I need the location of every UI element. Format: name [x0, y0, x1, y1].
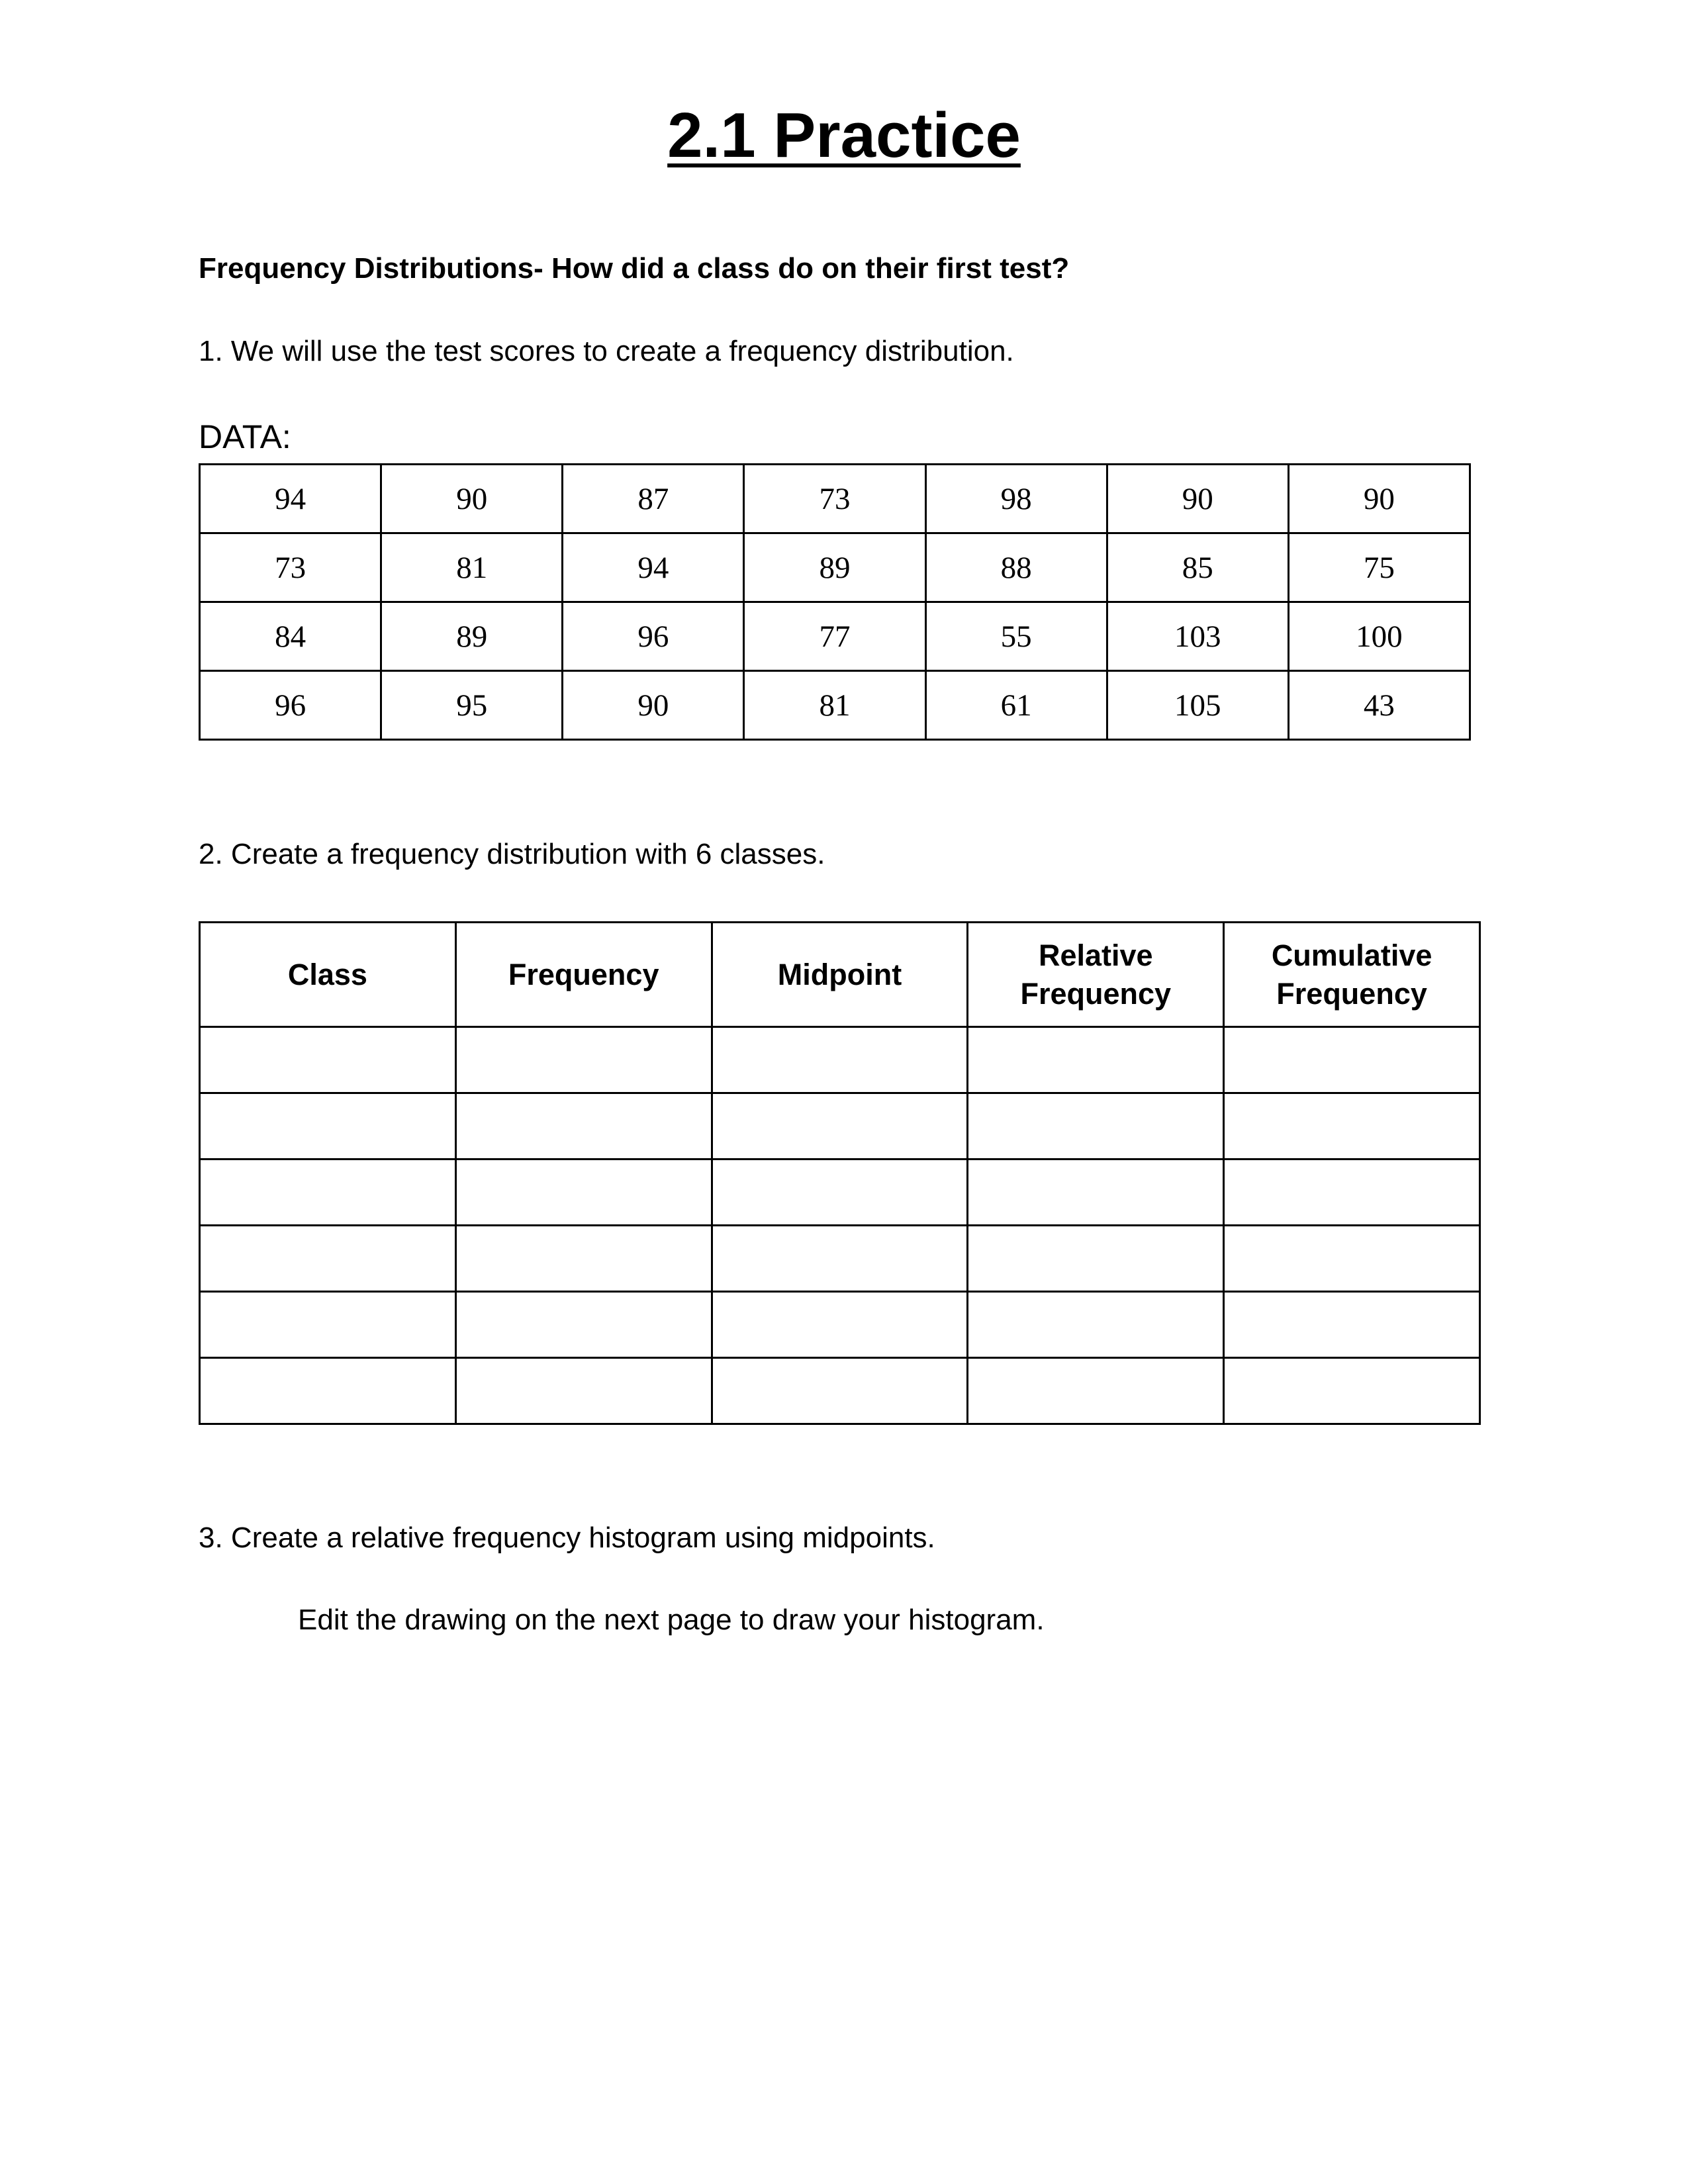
- relative-frequency-cell[interactable]: [968, 1292, 1224, 1358]
- frequency-cell[interactable]: [455, 1160, 712, 1226]
- cumulative-frequency-cell[interactable]: [1224, 1027, 1480, 1093]
- data-cell: 98: [925, 465, 1107, 533]
- data-cell: 77: [744, 602, 925, 671]
- cumulative-frequency-cell[interactable]: [1224, 1093, 1480, 1160]
- frequency-cell[interactable]: [455, 1292, 712, 1358]
- data-table: [199, 463, 1471, 741]
- data-cell: 84: [200, 602, 381, 671]
- header-frequency: [455, 923, 712, 1027]
- frequency-cell[interactable]: [455, 1027, 712, 1093]
- frequency-cell[interactable]: [455, 1358, 712, 1424]
- data-cell: 55: [925, 602, 1107, 671]
- data-row: [200, 671, 1470, 740]
- class-cell[interactable]: [200, 1027, 456, 1093]
- data-cell: 96: [200, 671, 381, 740]
- table-row: [200, 1292, 1480, 1358]
- data-row: [200, 602, 1470, 671]
- data-cell: 81: [744, 671, 925, 740]
- header-label: Frequency: [1020, 976, 1172, 1011]
- question-1: 1. We will use the test scores to create a frequency distribution.: [199, 335, 1014, 367]
- relative-frequency-cell[interactable]: [968, 1226, 1224, 1292]
- histogram-instruction: Edit the drawing on the next page to draw your histogram.: [298, 1604, 1045, 1636]
- table-row: [200, 1093, 1480, 1160]
- section-subtitle: Frequency Distributions- How did a class do on their first test?: [199, 252, 1070, 285]
- class-cell[interactable]: [200, 1093, 456, 1160]
- question-2: 2. Create a frequency distribution with 6 classes.: [199, 838, 825, 870]
- table-row: [200, 1027, 1480, 1093]
- frequency-cell[interactable]: [455, 1093, 712, 1160]
- class-cell[interactable]: [200, 1292, 456, 1358]
- table-row: [200, 1160, 1480, 1226]
- midpoint-cell[interactable]: [712, 1226, 968, 1292]
- frequency-distribution-table: [199, 921, 1481, 1425]
- header-cumulative-frequency: [1224, 923, 1480, 1027]
- data-cell: 75: [1288, 533, 1470, 602]
- header-row: [200, 923, 1480, 1027]
- relative-frequency-cell[interactable]: [968, 1093, 1224, 1160]
- cumulative-frequency-cell[interactable]: [1224, 1160, 1480, 1226]
- midpoint-cell[interactable]: [712, 1027, 968, 1093]
- data-row: [200, 533, 1470, 602]
- data-cell: 90: [1288, 465, 1470, 533]
- data-cell: 87: [563, 465, 744, 533]
- header-label: Midpoint: [777, 957, 902, 991]
- data-cell: 95: [381, 671, 563, 740]
- midpoint-cell[interactable]: [712, 1160, 968, 1226]
- cumulative-frequency-cell[interactable]: [1224, 1226, 1480, 1292]
- data-cell: 96: [563, 602, 744, 671]
- data-cell: 94: [200, 465, 381, 533]
- header-midpoint: [712, 923, 968, 1027]
- data-cell: 89: [744, 533, 925, 602]
- data-cell: 73: [744, 465, 925, 533]
- data-cell: 90: [1107, 465, 1288, 533]
- data-label: DATA:: [199, 418, 291, 455]
- cumulative-frequency-cell[interactable]: [1224, 1358, 1480, 1424]
- header-class: [200, 923, 456, 1027]
- header-label: Frequency: [1276, 976, 1427, 1011]
- data-cell: 94: [563, 533, 744, 602]
- page-title: 2.1 Practice: [667, 100, 1021, 171]
- midpoint-cell[interactable]: [712, 1093, 968, 1160]
- question-3: 3. Create a relative frequency histogram using midpoints.: [199, 1522, 935, 1554]
- header-relative-frequency: [968, 923, 1224, 1027]
- header-label: Class: [287, 957, 367, 991]
- header-label: Cumulative: [1271, 938, 1432, 973]
- data-cell: 88: [925, 533, 1107, 602]
- data-row: [200, 465, 1470, 533]
- class-cell[interactable]: [200, 1160, 456, 1226]
- data-cell: 85: [1107, 533, 1288, 602]
- data-cell: 90: [563, 671, 744, 740]
- data-cell: 73: [200, 533, 381, 602]
- table-row: [200, 1358, 1480, 1424]
- header-label: Frequency: [508, 957, 659, 991]
- midpoint-cell[interactable]: [712, 1292, 968, 1358]
- midpoint-cell[interactable]: [712, 1358, 968, 1424]
- data-cell: 103: [1107, 602, 1288, 671]
- data-cell: 43: [1288, 671, 1470, 740]
- table-row: [200, 1226, 1480, 1292]
- frequency-cell[interactable]: [455, 1226, 712, 1292]
- data-cell: 100: [1288, 602, 1470, 671]
- header-label: Relative: [1038, 938, 1153, 973]
- data-cell: 89: [381, 602, 563, 671]
- relative-frequency-cell[interactable]: [968, 1027, 1224, 1093]
- data-cell: 61: [925, 671, 1107, 740]
- data-cell: 105: [1107, 671, 1288, 740]
- cumulative-frequency-cell[interactable]: [1224, 1292, 1480, 1358]
- class-cell[interactable]: [200, 1358, 456, 1424]
- class-cell[interactable]: [200, 1226, 456, 1292]
- data-cell: 81: [381, 533, 563, 602]
- relative-frequency-cell[interactable]: [968, 1358, 1224, 1424]
- relative-frequency-cell[interactable]: [968, 1160, 1224, 1226]
- data-cell: 90: [381, 465, 563, 533]
